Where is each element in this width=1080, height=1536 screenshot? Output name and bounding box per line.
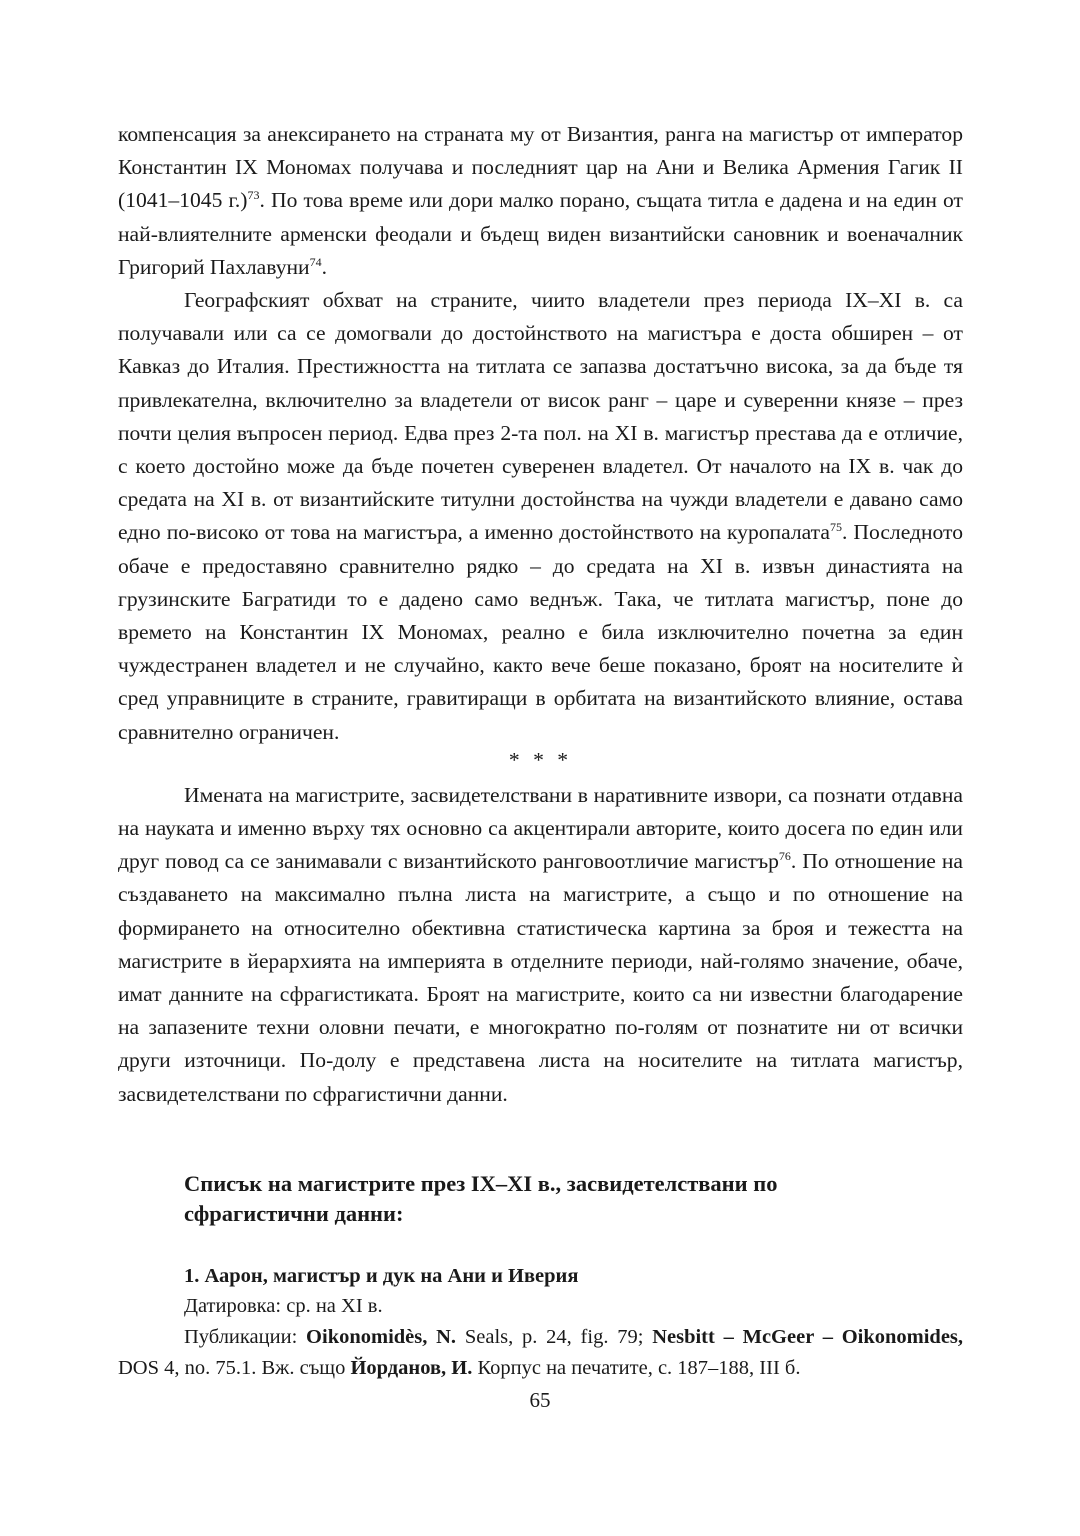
footnote-ref-74[interactable]: 74 (309, 254, 322, 269)
publications-label: Публикации: (184, 1325, 298, 1348)
paragraph-2-text: Географският обхват на страните, чиито владетели през периода IX–XI в. са получавали или са се домогвали до достойнството на магистъра е доста обширен – от Кавказ до Италия. Престижността на титлата се запазва достатъчно висока, за да бъде тя привлекателна, включително за владетели от висок ранг – царе и суверенни князе – през почти целия въпросен период. Едва през 2-та пол. на XI в. магистър престава да е отличие, с което достойно може да бъде почетен суверенен владетел. От началото на IX в. чак до средата на XI в. от византийските титулни достойнства на чужди владетели е давано само едно по-високо от това на магистъра, а именно достойнството на куропалата (118, 288, 963, 545)
dating-label: Датировка: (184, 1294, 282, 1317)
dating-value: ср. на XI в. (286, 1294, 383, 1317)
footnote-ref-75[interactable]: 75 (829, 520, 842, 535)
entry-title: 1. Аарон, магистър и дук на Ани и Иверия (184, 1264, 579, 1287)
footnote-ref-73[interactable]: 73 (247, 188, 260, 203)
paragraph-3-text: Имената на магистрите, засвидетелствани в наративните извори, са познати отдавна на науката и именно върху тях основно са акцентирали авторите, които досега по един или друг повод са се занимавали с византийското ранговоотличие магистър (118, 782, 963, 874)
paragraph-1-end: . (321, 254, 328, 279)
publication-author: Nesbitt – McGeer – Oikonomides, (652, 1325, 964, 1348)
page-number: 65 (529, 1388, 551, 1412)
paragraph-1-text-cont: . По това време или дори малко порано, същата титла е дадена и на един от най-влиятелните арменски феодали и бъдещ виден византийски сановник и военачалник Григорий Пахлавуни (118, 188, 963, 279)
publication-ref: Корпус на печатите, с. 187–188, III б. (477, 1356, 801, 1379)
entry-dating (118, 1291, 963, 1322)
paragraph-1 (118, 118, 963, 284)
footnote-ref-76[interactable]: 76 (778, 849, 791, 864)
publication-ref: DOS 4, no. 75.1. Вж. също (118, 1356, 346, 1379)
publication-author: Oikonomidès, N. (306, 1325, 457, 1348)
publication-author: Йорданов, И. (350, 1356, 473, 1379)
section-separator: * * * (508, 747, 573, 772)
page-body (118, 118, 963, 1384)
publication-ref: Seals, p. 24, fig. 79; (464, 1325, 644, 1348)
paragraph-2 (118, 284, 963, 749)
paragraph-2-text-cont: . Последното обаче е предоставяно сравнително рядко – до средата на XI в. извън династията на грузинските Багратиди то е дадено само веднъж. Така, че титлата магистър, поне до времето на Константин IX Мономах, реално е била изключително почетна за един чуждестранен владетел и не случайно, както вече беше показано, броят на носителите ѝ сред управниците в страните, гравитиращи в орбитата на византийското влияние, остава сравнително ограничен. (118, 520, 964, 744)
paragraph-1-text: компенсация за анексирането на страната му от Византия, ранга на магистър от император Константин IX Мономах получава и последният цар на Ани и Велика Армения Гагик II (1041–1045 г.) (118, 122, 963, 213)
entry-publications (118, 1322, 963, 1384)
list-heading: Списък на магистрите през IX–XI в., засвидетелствани по сфрагистични данни: (184, 1170, 778, 1226)
paragraph-3-text-cont: . По отношение на създаването на максимално пълна листа на магистрите, а също и по отношение на формирането на относително обективна статистическа картина за броя и тежестта на магистрите в йерархията на империята в отделните периоди, най-голямо значение, обаче, имат данните на сфрагистиката. Броят на магистрите, които са ни известни благодарение на запазените техни оловни печати, е многократно по-голям от познатите ни от всички други източници. По-долу е представена листа на носителите на титлата магистър, засвидетелствани по сфрагистични данни. (118, 849, 963, 1106)
paragraph-3 (118, 779, 963, 1111)
